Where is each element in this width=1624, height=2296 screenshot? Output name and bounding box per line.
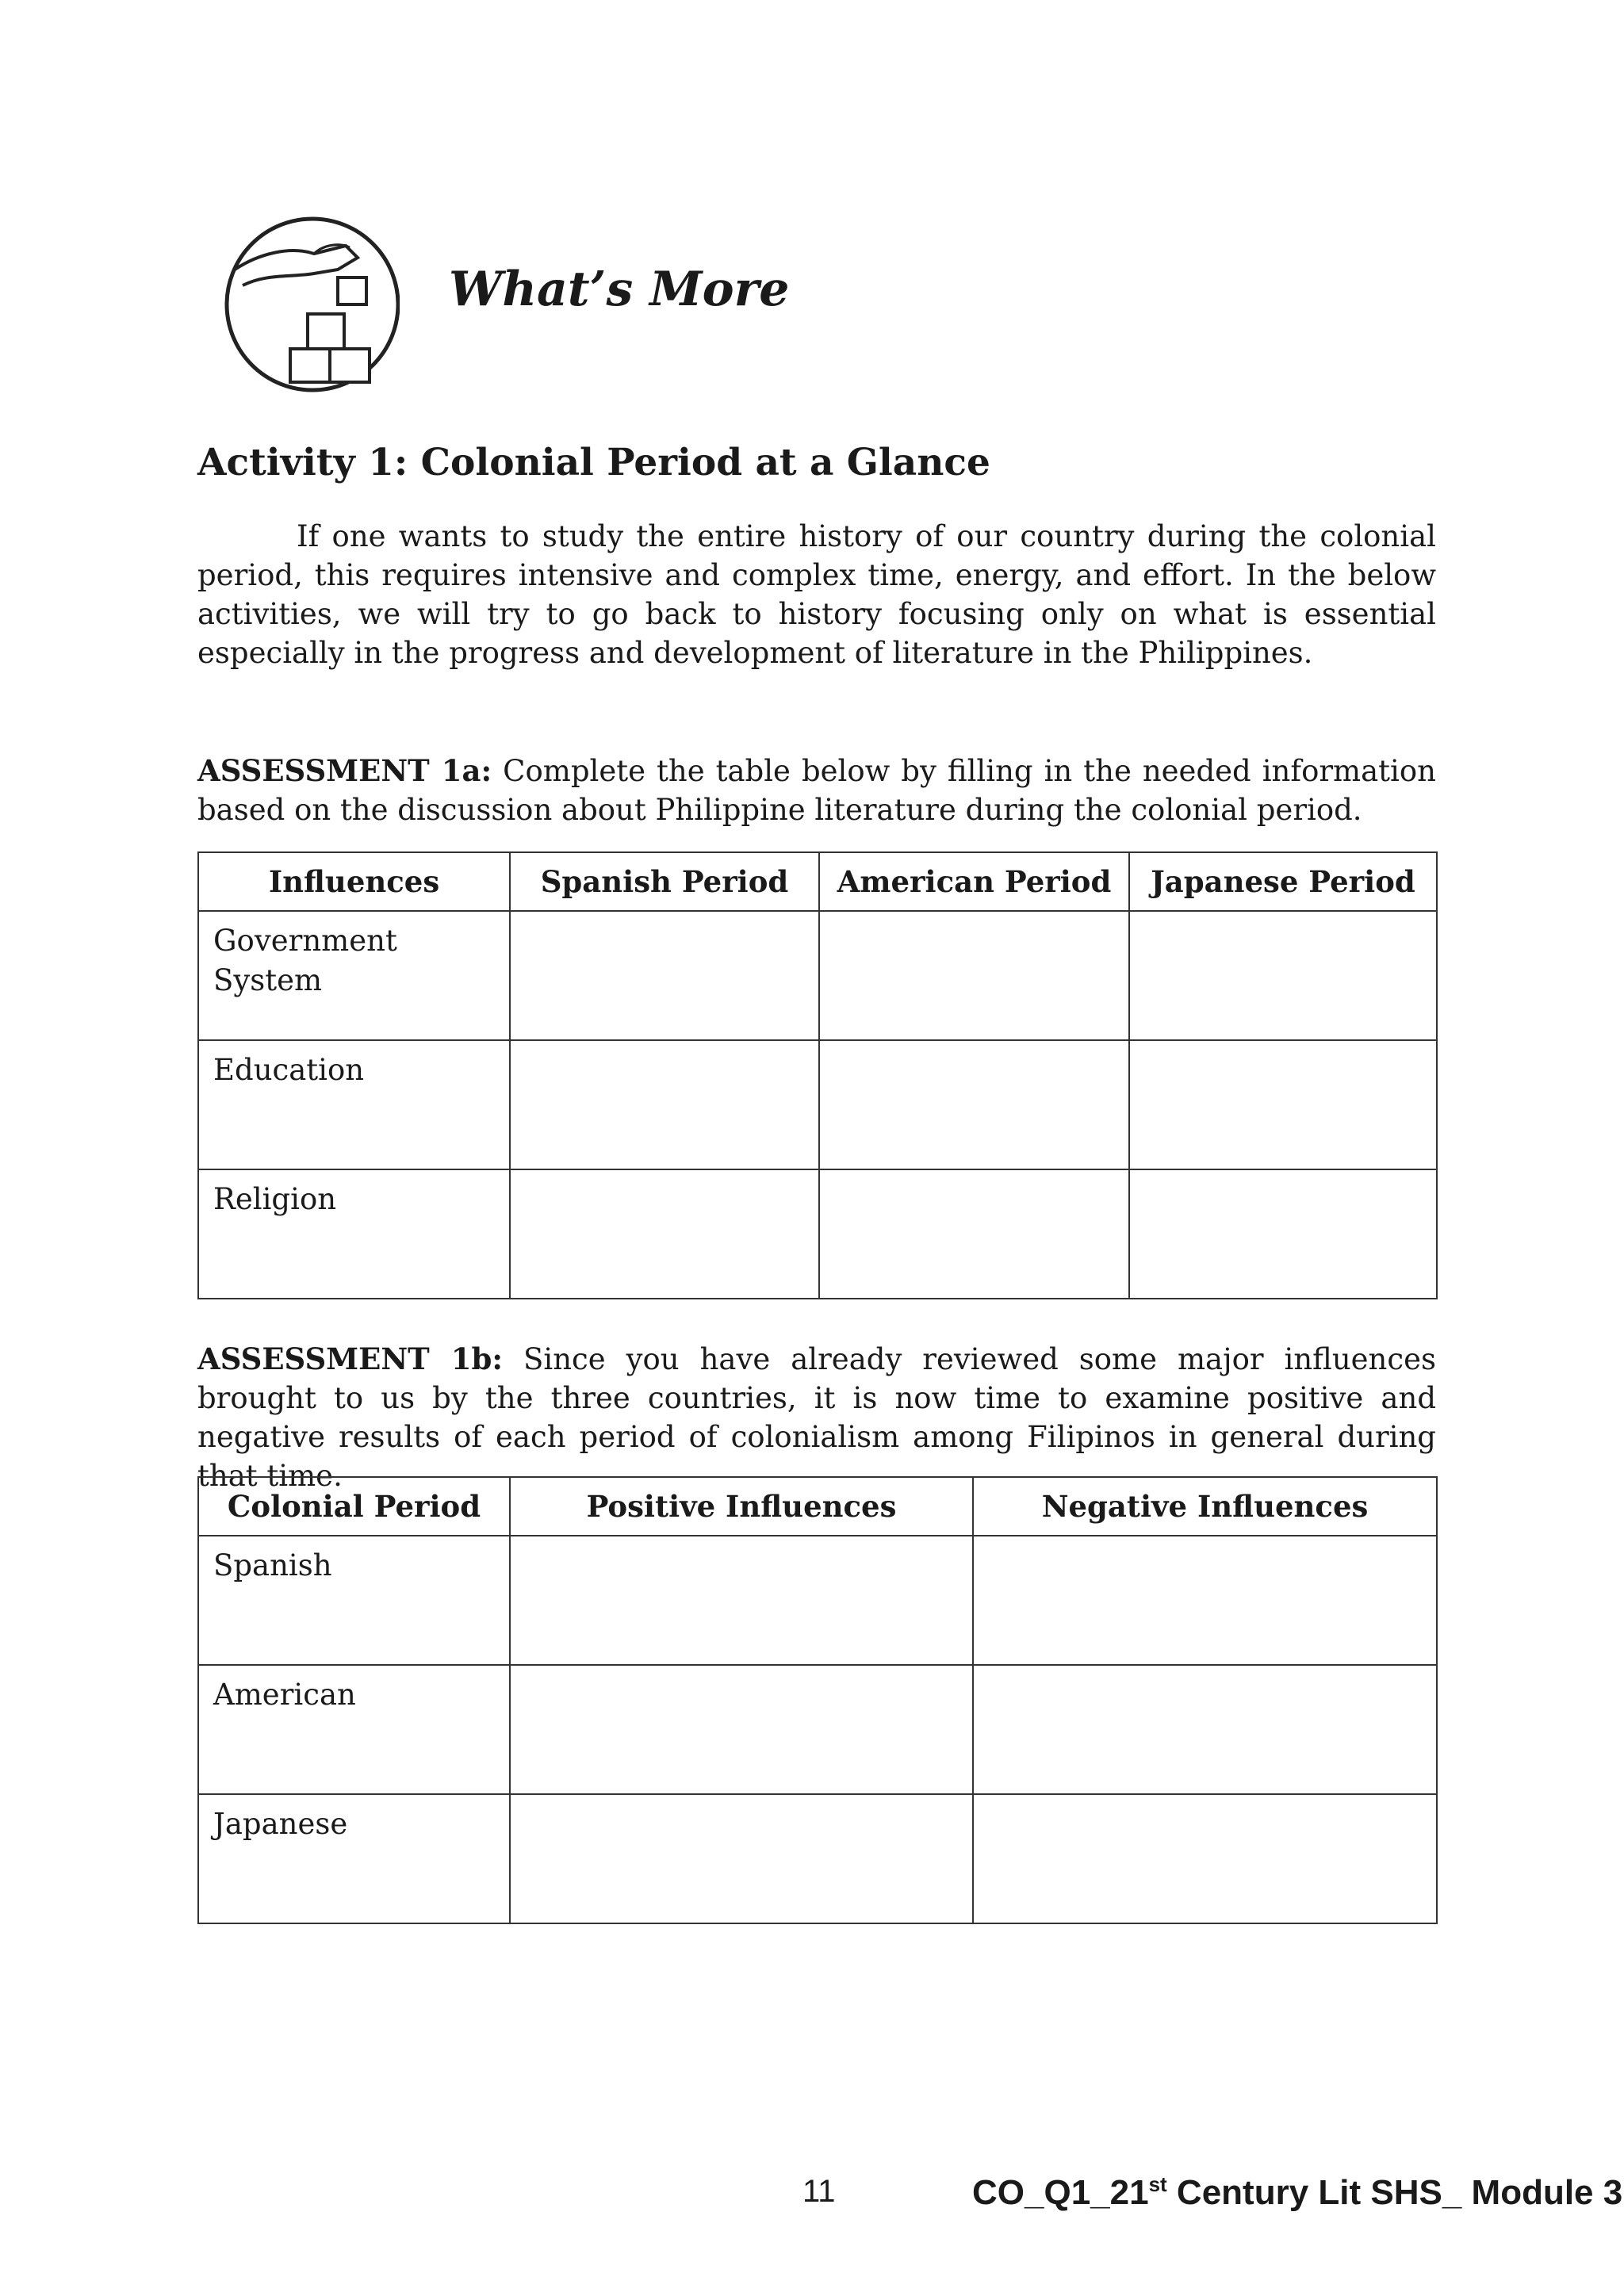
answer-cell[interactable] bbox=[819, 911, 1129, 1040]
answer-cell[interactable] bbox=[510, 1536, 973, 1665]
answer-cell[interactable] bbox=[1129, 1169, 1437, 1299]
module-code-sup: st bbox=[1148, 2172, 1167, 2196]
table-row bbox=[198, 911, 1437, 1040]
answer-cell[interactable] bbox=[819, 1040, 1129, 1169]
assessment-1a-table bbox=[197, 851, 1438, 1299]
answer-cell[interactable] bbox=[1129, 1040, 1437, 1169]
row-label: Education bbox=[198, 1040, 510, 1169]
row-label: Government System bbox=[198, 911, 510, 1040]
column-header: Negative Influences bbox=[973, 1477, 1437, 1536]
answer-cell[interactable] bbox=[510, 1794, 973, 1923]
column-header: Spanish Period bbox=[510, 852, 819, 911]
assessment-1b-instructions bbox=[197, 1340, 1436, 1495]
assessment-1b-table bbox=[197, 1476, 1438, 1924]
module-code-suffix: Century Lit SHS_ Module 3 bbox=[1166, 2173, 1623, 2212]
table-row bbox=[198, 1040, 1437, 1169]
hand-stacking-blocks-icon bbox=[219, 198, 400, 396]
assessment-1a-label: ASSESSMENT 1a: bbox=[197, 753, 492, 788]
answer-cell[interactable] bbox=[819, 1169, 1129, 1299]
page-number: 11 bbox=[802, 2174, 836, 2209]
answer-cell[interactable] bbox=[510, 1169, 819, 1299]
answer-cell[interactable] bbox=[510, 911, 819, 1040]
answer-cell[interactable] bbox=[973, 1665, 1437, 1794]
table-row bbox=[198, 1665, 1437, 1794]
table-row bbox=[198, 1794, 1437, 1923]
assessment-1b-text: Since you have already reviewed some major influences brought to us by the three countries, it is now time to examine positive and negative results of each period of colonialism among Filipinos in general during that time. bbox=[197, 1342, 1436, 1493]
module-code bbox=[972, 2172, 1622, 2213]
answer-cell[interactable] bbox=[973, 1794, 1437, 1923]
answer-cell[interactable] bbox=[510, 1040, 819, 1169]
assessment-1b-label: ASSESSMENT 1b: bbox=[197, 1341, 504, 1376]
assessment-1a-text: Complete the table below by filling in the needed information based on the discussion about Philippine literature during the colonial period. bbox=[197, 754, 1436, 827]
table-header-row bbox=[198, 852, 1437, 911]
row-label: Japanese bbox=[198, 1794, 510, 1923]
assessment-1a-instructions bbox=[197, 752, 1436, 829]
answer-cell[interactable] bbox=[973, 1536, 1437, 1665]
column-header: Influences bbox=[198, 852, 510, 911]
activity-title: Activity 1: Colonial Period at a Glance bbox=[197, 441, 990, 484]
column-header: Positive Influences bbox=[510, 1477, 973, 1536]
row-label: Spanish bbox=[198, 1536, 510, 1665]
row-label: American bbox=[198, 1665, 510, 1794]
column-header: Japanese Period bbox=[1129, 852, 1437, 911]
column-header: Colonial Period bbox=[198, 1477, 510, 1536]
answer-cell[interactable] bbox=[510, 1665, 973, 1794]
table-header-row bbox=[198, 1477, 1437, 1536]
activity-intro: If one wants to study the entire history of our country during the colonial period, this requires intensive and complex time, energy, and effort. In the below activities, we will try to go back to history focusing only on what is essential especially in the progress and development of literature in the Philippines. bbox=[197, 519, 1436, 670]
column-header: American Period bbox=[819, 852, 1129, 911]
table-row bbox=[198, 1536, 1437, 1665]
answer-cell[interactable] bbox=[1129, 911, 1437, 1040]
table-row bbox=[198, 1169, 1437, 1299]
row-label: Religion bbox=[198, 1169, 510, 1299]
module-code-prefix: CO_Q1_21 bbox=[972, 2173, 1149, 2212]
section-title: What’s More bbox=[449, 262, 790, 317]
